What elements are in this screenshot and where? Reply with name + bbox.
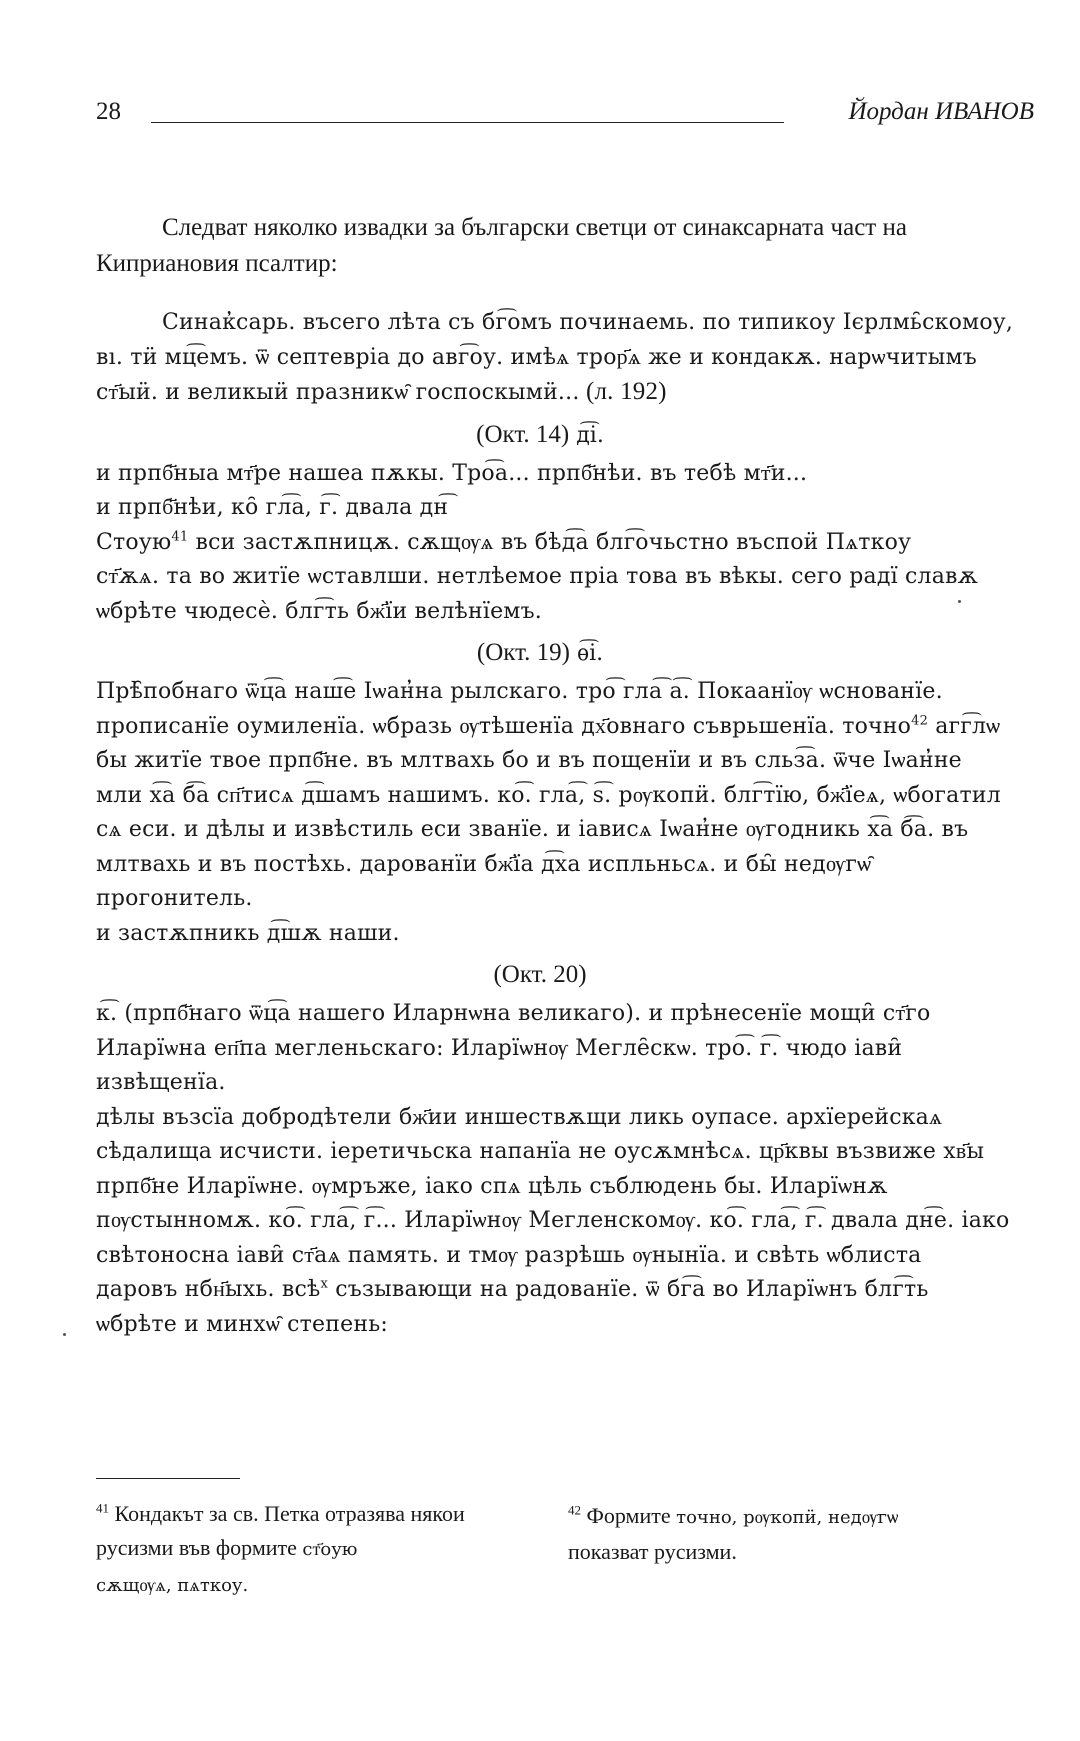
footnote-text: Формите [581,1503,677,1528]
footnote-number: 42 [568,1502,581,1518]
slavonic-line [96,526,1034,561]
heading-slavonic-number: ѳ͡і. [569,641,604,666]
slavonic-line [96,1273,1034,1308]
slavonic-line: ѡбрѣте чюдесѐ. блг͡ть бж҃їи велѣнїемъ. [96,598,542,624]
slavonic-line: прпб҃не Иларїѡне. ѹмръже, іако спѧ цѣль съблюдень бы. Иларїѡнѫ [96,1173,888,1199]
slavonic-line: вı. тӥ мц͡емъ. ѿ септевріа до авг͡оу. имѣѧ трор҃ѧ же и кондакѫ. нарѡчитымъ [96,344,978,370]
author-running-head: Йордан ИВАНОВ [848,98,1034,125]
slavonic-line: и прпб҃нѣи, ко̑ гл͡а, г͡. двала дн͡ [96,495,449,520]
slavonic-text: съзывающи на радованїе. ѿ бг͡а во Иларїѡнъ блг͡ть [328,1277,929,1302]
slavonic-line: Синак̓сарь. въсего лѣта съ бг͡омъ починаемь. по типикоу Ієрлмь̑скомоу, [162,310,1014,335]
folio-reference: (л. 192) [579,378,667,405]
slavonic-line: млтвахь и въ постѣхь. дарованїи бж҃їа д͡ха испльньсѧ. и бы̑ недѹгѡ̑ прогонитель. [96,851,872,911]
slavonic-text: ст҃ыӥ. и великыӥ празникѡ̑ госпоскымӥ... [96,380,580,405]
section-oct14 [96,457,1034,630]
footnote-41 [96,1497,538,1603]
slavonic-line: и прпб҃ныа мт҃ре нашеа пѫкы. Тро͡а... прпб҃нѣи. въ тебѣ мт҃и... [96,460,808,486]
slavonic-text: прописанїе оумиленїа. ѡбразь ѹтѣшенїа дх҃овнаго съврьшенїа. точно [96,713,912,739]
slavonic-line: Иларїѡна еп҃па мегленьскаго: Иларїѡнѹ Мегле̑скѡ. тро͡. г͡. чюдо іави̑ извѣщенїа. [96,1035,903,1095]
slavonic-text: даровъ нбн҃ыхь. всѣ [96,1277,321,1302]
heading-date: (Окт. 19) [476,639,570,666]
slavonic-line [96,375,1034,411]
slavonic-line: ѡбрѣте и минхѡ̑ степень: [96,1311,388,1337]
footnote-rule [96,1478,240,1479]
slavonic-line: к͡. (прпб҃наго ѿц͡а нашего Иларнѡна великаго). и прѣнесенїе мощи̑ ст҃го [96,1001,931,1026]
slavonic-text: агг͡лѡ [928,713,1001,739]
running-header [96,98,1034,134]
section-oct19 [96,675,1034,951]
footnote-42 [568,1497,1008,1603]
slavonic-line: пѹстынномѫ. ко͡. гла͡, г͡... Иларїѡнѹ Мегленскомѹ. ко͡. гла͡, г͡. двала дн͡е. іако [96,1208,1010,1233]
footnote-text: показват русизми. [568,1539,737,1564]
slavonic-line: и застѫпникь д͡шѫ наши. [96,920,400,946]
slavonic-line: Прѣ̑побнаго ѿц͡а наш͡е Іѡан̓на рылскаго. тро͡ гла͡ а͡. Покаанїѹ ѡснованїе. [96,679,943,704]
header-rule [151,122,784,123]
section-heading-oct20 [96,961,1034,989]
slavonic-line [96,710,1034,745]
slavonic-line: бы житїе твое прпб҃не. въ млтвахь бо и въ пощенїи и въ сльз͡а. ѿче Іѡан̓не [96,748,962,773]
footnote-ref: 41 [171,529,189,545]
section-heading-oct19 [96,639,1034,667]
footnote-slavonic-forms: сѫщѹѧ, пѧткоу. [96,1575,249,1596]
section-oct20 [96,997,1034,1342]
slavonic-line: сѧ еси. и дѣлы и извѣстиль еси званїе. и іависѧ Іѡан̓не ѹгодникь х͡а б͡а. въ [96,817,969,842]
page-number: 28 [96,98,121,125]
footnote-slavonic-forms: точно, рѹкопӥ, недѹгѡ [676,1507,899,1528]
footnote-ref: 42 [911,713,929,729]
slavonic-line: свѣтоносна іави̑ ст҃аѧ память. и тмѹ разрѣшь ѹнынїа. и свѣть ѡблиста [96,1242,922,1268]
main-text [96,210,1034,1342]
footnote-number: 41 [96,1500,109,1516]
footnotes [96,1478,1034,1603]
print-speck [958,600,961,603]
footnote-text: Кондакът за св. Петка отразява някои русизми във формите [96,1501,465,1560]
slavonic-text: Стоую [96,529,172,555]
intro-paragraph: Следват няколко извадки за български светци от синаксарната част на Киприановия псалтир: [96,214,907,277]
heading-slavonic-number: д͡і. [569,422,604,448]
heading-date: (Окт. 20) [493,961,587,988]
section-heading-oct14 [96,421,1034,449]
slavonic-line: ст҃ѫѧ. та во житїе ѡставлши. нетлѣемое пріа това въ вѣкы. сего радї славѫ [96,564,979,589]
synaxarion-title-block [96,306,1034,411]
slavonic-line: сѣдалища исчисти. іеретичьска напанїа не оусѫмнѣсѧ. цр҃квы възвиже хв҃ы [96,1139,985,1164]
footnote-slavonic-forms: ст҃оую [302,1539,358,1560]
superscript-x: х [320,1276,329,1292]
print-speck [63,1333,66,1336]
slavonic-text: вси застѫпницѫ. сѫщѹѧ въ бѣд͡а блг͡очьстно въспоӥ Пѧткоу [188,529,912,555]
heading-date: (Окт. 14) [476,420,570,448]
slavonic-line: дѣлы възсїа добродѣтели бж҃ии иншествѫщи ликь оупасе. архїерейскаѧ [96,1104,943,1130]
slavonic-line: мли х͡а б͡а сп҃тисѧ д͡шамъ нашимъ. ко͡. гла͡, ѕ͡. рѹкопӥ. блг͡тїю, бж҃їеѧ, ѡбогатил [96,782,1001,808]
